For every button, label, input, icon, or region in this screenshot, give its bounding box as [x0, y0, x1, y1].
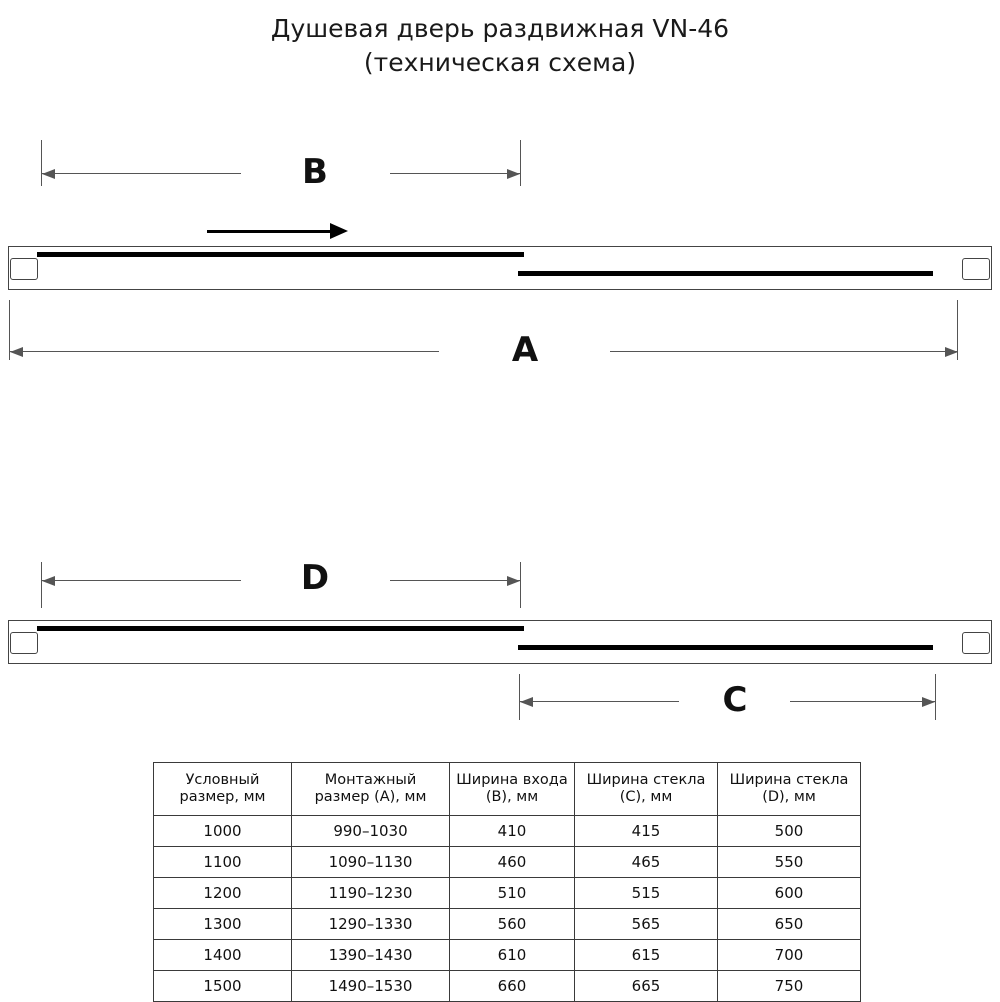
table-cell: 1200 — [154, 878, 292, 909]
table-cell: 550 — [718, 847, 861, 878]
c-extension-right — [935, 674, 936, 720]
d-dimension-line-right — [390, 580, 520, 581]
bottom-glass-panel-c — [518, 645, 933, 650]
table-header-row — [154, 763, 861, 816]
b-extension-right — [520, 140, 521, 186]
table-cell: 1290–1330 — [292, 909, 450, 940]
table-header-cell: Монтажный размер (A), мм — [292, 763, 450, 816]
table-cell: 460 — [450, 847, 575, 878]
a-arrow-left — [10, 347, 23, 357]
d-dimension-line-left — [41, 580, 241, 581]
d-dimension-label: D — [300, 558, 330, 598]
b-dimension-line-left — [41, 173, 241, 174]
table-header-cell: Ширина стекла (D), мм — [718, 763, 861, 816]
slide-direction-arrow-head — [330, 223, 348, 239]
table-cell: 1090–1130 — [292, 847, 450, 878]
table-cell: 660 — [450, 971, 575, 1002]
table-cell: 500 — [718, 816, 861, 847]
table-cell: 665 — [575, 971, 718, 1002]
table-cell: 1500 — [154, 971, 292, 1002]
table-cell: 750 — [718, 971, 861, 1002]
table-cell: 1400 — [154, 940, 292, 971]
page-title — [0, 12, 1000, 80]
table-cell: 1190–1230 — [292, 878, 450, 909]
bottom-frame-cap-left — [10, 632, 38, 654]
a-dimension-line-left — [9, 351, 439, 352]
table-header-cell: Ширина стекла (C), мм — [575, 763, 718, 816]
table-cell: 410 — [450, 816, 575, 847]
table-header-cell: Условный размер, мм — [154, 763, 292, 816]
c-dimension-line-left — [519, 701, 679, 702]
table-header-cell: Ширина входа (B), мм — [450, 763, 575, 816]
table-cell: 515 — [575, 878, 718, 909]
table-cell: 650 — [718, 909, 861, 940]
table-cell: 610 — [450, 940, 575, 971]
top-frame-cap-left — [10, 258, 38, 280]
table-cell: 1000 — [154, 816, 292, 847]
table-cell: 1300 — [154, 909, 292, 940]
a-dimension-label: A — [511, 330, 539, 370]
table-cell: 1390–1430 — [292, 940, 450, 971]
specification-table — [153, 762, 861, 1002]
table-row — [154, 940, 861, 971]
table-cell: 415 — [575, 816, 718, 847]
d-extension-right — [520, 562, 521, 608]
b-arrow-left — [42, 169, 55, 179]
a-arrow-right — [945, 347, 958, 357]
table-cell: 1490–1530 — [292, 971, 450, 1002]
top-frame-cap-right — [962, 258, 990, 280]
table-cell: 600 — [718, 878, 861, 909]
table-cell: 465 — [575, 847, 718, 878]
d-arrow-left — [42, 576, 55, 586]
d-arrow-right — [507, 576, 520, 586]
b-arrow-right — [507, 169, 520, 179]
table-cell: 990–1030 — [292, 816, 450, 847]
title-line-2: (техническая схема) — [363, 48, 637, 77]
b-dimension-line-right — [390, 173, 520, 174]
c-arrow-right — [922, 697, 935, 707]
b-dimension-label: B — [302, 152, 328, 192]
table-row — [154, 847, 861, 878]
table-cell: 700 — [718, 940, 861, 971]
table-row — [154, 816, 861, 847]
a-dimension-line-right — [610, 351, 958, 352]
title-line-1: Душевая дверь раздвижная VN-46 — [270, 14, 730, 43]
c-arrow-left — [520, 697, 533, 707]
table-row — [154, 909, 861, 940]
table-cell: 1100 — [154, 847, 292, 878]
bottom-glass-panel-d — [37, 626, 524, 631]
table-cell: 615 — [575, 940, 718, 971]
c-dimension-label: C — [722, 680, 748, 720]
b-extension-left — [41, 140, 42, 186]
slide-direction-arrow — [207, 230, 332, 233]
table-row — [154, 878, 861, 909]
table-cell: 565 — [575, 909, 718, 940]
table-cell: 560 — [450, 909, 575, 940]
top-glass-panel-d — [37, 252, 524, 257]
bottom-frame-cap-right — [962, 632, 990, 654]
table-row — [154, 971, 861, 1002]
top-glass-panel-c — [518, 271, 933, 276]
c-dimension-line-right — [790, 701, 935, 702]
table-cell: 510 — [450, 878, 575, 909]
